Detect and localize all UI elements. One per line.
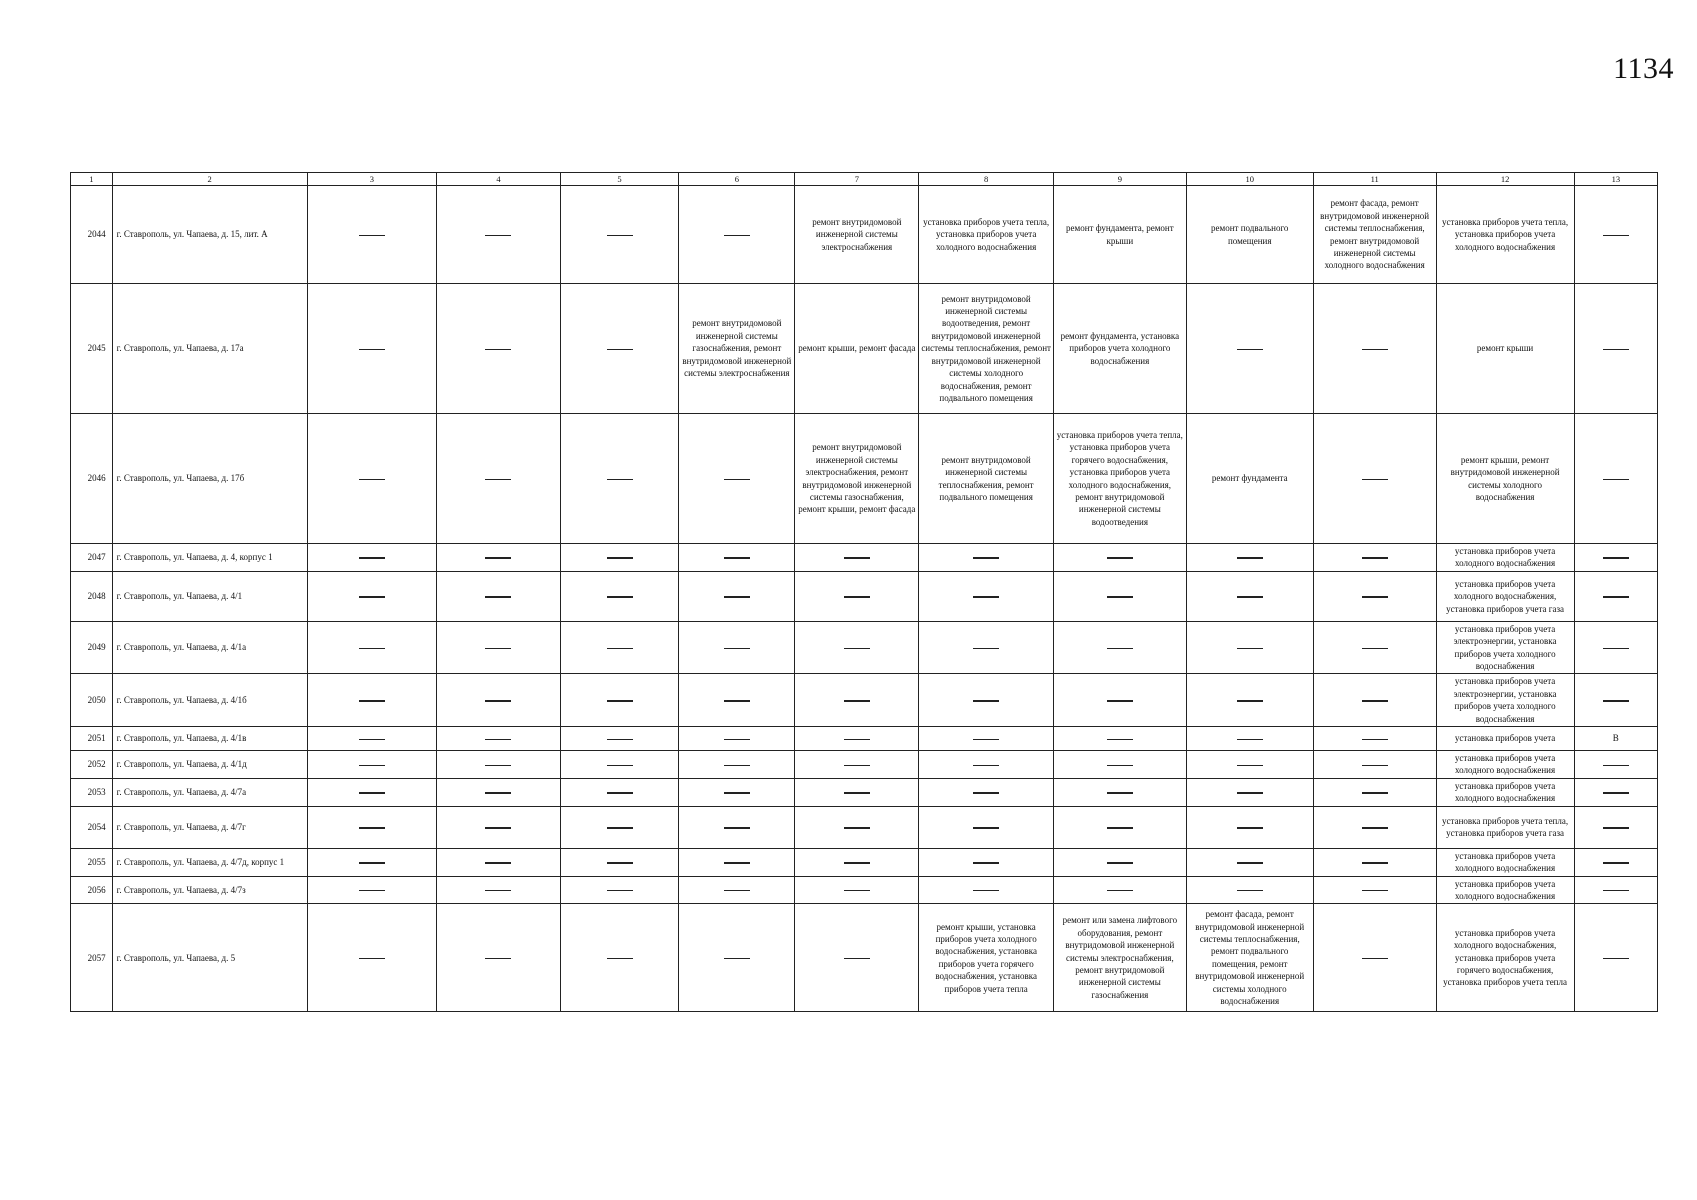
empty-dash-cell (679, 621, 795, 674)
empty-dash-cell (437, 414, 561, 544)
empty-dash-cell (1313, 284, 1436, 414)
empty-dash-cell (560, 544, 678, 572)
table-row (71, 414, 1658, 544)
empty-dash-cell (919, 571, 1054, 621)
empty-dash-cell (1574, 904, 1657, 1012)
row-number: 2044 (71, 186, 113, 284)
empty-dash-cell (1313, 727, 1436, 751)
column-number: 13 (1574, 173, 1657, 186)
empty-dash-cell (307, 876, 436, 904)
empty-dash-cell (560, 778, 678, 806)
work-type-cell: установка приборов учета холодного водоснабжения (1436, 848, 1574, 876)
empty-dash-cell (1574, 806, 1657, 848)
empty-dash-cell (1313, 806, 1436, 848)
work-type-cell: ремонт крыши, установка приборов учета холодного водоснабжения, установка приборов учета горячего водоснабжения, установка приборов учета тепла (919, 904, 1054, 1012)
empty-dash-cell (1054, 727, 1187, 751)
empty-dash-cell (307, 751, 436, 779)
empty-dash-cell (1186, 544, 1313, 572)
empty-dash-cell (919, 751, 1054, 779)
work-type-cell: ремонт фундамента, установка приборов учета холодного водоснабжения (1054, 284, 1187, 414)
column-number: 2 (112, 173, 307, 186)
column-number: 9 (1054, 173, 1187, 186)
column-number-row (71, 173, 1658, 186)
empty-dash-cell (679, 848, 795, 876)
empty-dash-cell (437, 544, 561, 572)
empty-dash-cell (307, 674, 436, 727)
table-row (71, 876, 1658, 904)
address-cell: г. Ставрополь, ул. Чапаева, д. 4/1б (112, 674, 307, 727)
empty-dash-cell (560, 621, 678, 674)
work-type-cell: ремонт крыши, ремонт внутридомовой инженерной системы холодного водоснабжения (1436, 414, 1574, 544)
row-number: 2052 (71, 751, 113, 779)
empty-dash-cell (307, 727, 436, 751)
empty-dash-cell (1574, 848, 1657, 876)
empty-dash-cell (679, 806, 795, 848)
empty-dash-cell (919, 621, 1054, 674)
empty-dash-cell (437, 284, 561, 414)
row-number: 2053 (71, 778, 113, 806)
empty-dash-cell (1313, 571, 1436, 621)
empty-dash-cell (795, 848, 919, 876)
row-number: 2047 (71, 544, 113, 572)
empty-dash-cell (307, 571, 436, 621)
empty-dash-cell (437, 751, 561, 779)
work-type-cell: ремонт или замена лифтового оборудования, ремонт внутридомовой инженерной системы электроснабжения, ремонт внутридомовой инженерной системы газоснабжения (1054, 904, 1187, 1012)
empty-dash-cell (919, 778, 1054, 806)
work-type-cell: ремонт внутридомовой инженерной системы теплоснабжения, ремонт подвального помещения (919, 414, 1054, 544)
empty-dash-cell (1186, 806, 1313, 848)
work-type-cell: установка приборов учета тепла, установка приборов учета газа (1436, 806, 1574, 848)
row-number: 2054 (71, 806, 113, 848)
address-cell: г. Ставрополь, ул. Чапаева, д. 4/1д (112, 751, 307, 779)
empty-dash-cell (437, 848, 561, 876)
empty-dash-cell (919, 727, 1054, 751)
work-type-cell: установка приборов учета электроэнергии, установка приборов учета холодного водоснабжения (1436, 674, 1574, 727)
empty-dash-cell (1313, 778, 1436, 806)
empty-dash-cell (560, 186, 678, 284)
empty-dash-cell (1186, 284, 1313, 414)
empty-dash-cell (795, 904, 919, 1012)
work-type-cell: ремонт внутридомовой инженерной системы водоотведения, ремонт внутридомовой инженерной системы теплоснабжения, ремонт внутридомовой инженерной системы холодного водоснабжения, ремонт подвального помещения (919, 284, 1054, 414)
empty-dash-cell (437, 186, 561, 284)
empty-dash-cell (679, 876, 795, 904)
empty-dash-cell (437, 778, 561, 806)
work-type-cell: ремонт фундамента, ремонт крыши (1054, 186, 1187, 284)
address-cell: г. Ставрополь, ул. Чапаева, д. 4/7д, корпус 1 (112, 848, 307, 876)
empty-dash-cell (437, 876, 561, 904)
empty-dash-cell (560, 806, 678, 848)
empty-dash-cell (679, 544, 795, 572)
address-cell: г. Ставрополь, ул. Чапаева, д. 15, лит. А (112, 186, 307, 284)
work-type-cell: установка приборов учета (1436, 727, 1574, 751)
empty-dash-cell (795, 778, 919, 806)
empty-dash-cell (437, 674, 561, 727)
empty-dash-cell (1574, 876, 1657, 904)
row-number: 2051 (71, 727, 113, 751)
address-cell: г. Ставрополь, ул. Чапаева, д. 5 (112, 904, 307, 1012)
table-row (71, 904, 1658, 1012)
empty-dash-cell (560, 751, 678, 779)
work-type-cell: ремонт крыши (1436, 284, 1574, 414)
work-type-cell: установка приборов учета холодного водоснабжения, установка приборов учета горячего водоснабжения, установка приборов учета тепла (1436, 904, 1574, 1012)
row-number: 2057 (71, 904, 113, 1012)
empty-dash-cell (1054, 848, 1187, 876)
work-type-cell: ремонт внутридомовой инженерной системы газоснабжения, ремонт внутридомовой инженерной системы электроснабжения (679, 284, 795, 414)
work-type-cell: ремонт внутридомовой инженерной системы электроснабжения (795, 186, 919, 284)
empty-dash-cell (1313, 414, 1436, 544)
empty-dash-cell (795, 571, 919, 621)
empty-dash-cell (560, 674, 678, 727)
empty-dash-cell (1313, 876, 1436, 904)
table-row (71, 778, 1658, 806)
work-type-cell: ремонт фасада, ремонт внутридомовой инженерной системы теплоснабжения, ремонт внутридомовой инженерной системы холодного водоснабжения (1313, 186, 1436, 284)
empty-dash-cell (1054, 778, 1187, 806)
empty-dash-cell (437, 904, 561, 1012)
empty-dash-cell (1313, 674, 1436, 727)
empty-dash-cell (1313, 621, 1436, 674)
empty-dash-cell (437, 727, 561, 751)
empty-dash-cell (795, 876, 919, 904)
empty-dash-cell (1186, 727, 1313, 751)
address-cell: г. Ставрополь, ул. Чапаева, д. 17б (112, 414, 307, 544)
empty-dash-cell (679, 904, 795, 1012)
work-type-cell: установка приборов учета тепла, установка приборов учета холодного водоснабжения (919, 186, 1054, 284)
empty-dash-cell (1574, 751, 1657, 779)
empty-dash-cell (795, 674, 919, 727)
row-number: 2049 (71, 621, 113, 674)
empty-dash-cell (679, 751, 795, 779)
empty-dash-cell (679, 674, 795, 727)
row-number: 2048 (71, 571, 113, 621)
row-number: 2055 (71, 848, 113, 876)
empty-dash-cell (1186, 571, 1313, 621)
table-row (71, 848, 1658, 876)
column-number: 10 (1186, 173, 1313, 186)
empty-dash-cell (560, 727, 678, 751)
empty-dash-cell (919, 876, 1054, 904)
empty-dash-cell (1186, 848, 1313, 876)
address-cell: г. Ставрополь, ул. Чапаева, д. 4/1в (112, 727, 307, 751)
column-number: 8 (919, 173, 1054, 186)
empty-dash-cell (1313, 544, 1436, 572)
empty-dash-cell (1574, 414, 1657, 544)
address-cell: г. Ставрополь, ул. Чапаева, д. 4, корпус 1 (112, 544, 307, 572)
empty-dash-cell (1574, 186, 1657, 284)
empty-dash-cell (307, 284, 436, 414)
empty-dash-cell (795, 751, 919, 779)
empty-dash-cell (919, 848, 1054, 876)
empty-dash-cell (307, 848, 436, 876)
empty-dash-cell (1574, 284, 1657, 414)
work-type-cell: установка приборов учета электроэнергии, установка приборов учета холодного водоснабжения (1436, 621, 1574, 674)
empty-dash-cell (1574, 544, 1657, 572)
empty-dash-cell (679, 778, 795, 806)
work-type-cell: установка приборов учета холодного водоснабжения, установка приборов учета газа (1436, 571, 1574, 621)
row-number: 2050 (71, 674, 113, 727)
empty-dash-cell (1313, 848, 1436, 876)
empty-dash-cell (437, 806, 561, 848)
column-number: 11 (1313, 173, 1436, 186)
work-type-cell: ремонт фасада, ремонт внутридомовой инженерной системы теплоснабжения, ремонт подвального помещения, ремонт внутридомовой инженерной системы холодного водоснабжения (1186, 904, 1313, 1012)
row-number: 2045 (71, 284, 113, 414)
empty-dash-cell (1574, 621, 1657, 674)
empty-dash-cell (1186, 674, 1313, 727)
empty-dash-cell (1574, 778, 1657, 806)
column-number: 1 (71, 173, 113, 186)
column-number: 6 (679, 173, 795, 186)
table-row (71, 186, 1658, 284)
empty-dash-cell (1054, 571, 1187, 621)
empty-dash-cell (307, 544, 436, 572)
address-cell: г. Ставрополь, ул. Чапаева, д. 17а (112, 284, 307, 414)
page-number: 1134 (1613, 52, 1674, 85)
work-type-cell: ремонт подвального помещения (1186, 186, 1313, 284)
table-row (71, 674, 1658, 727)
column-number: 12 (1436, 173, 1574, 186)
empty-dash-cell (307, 778, 436, 806)
column-number: 4 (437, 173, 561, 186)
address-cell: г. Ставрополь, ул. Чапаева, д. 4/7г (112, 806, 307, 848)
empty-dash-cell (1054, 544, 1187, 572)
table-row (71, 284, 1658, 414)
empty-dash-cell (679, 414, 795, 544)
empty-dash-cell (1054, 751, 1187, 779)
column-number: 7 (795, 173, 919, 186)
empty-dash-cell (795, 621, 919, 674)
empty-dash-cell (560, 876, 678, 904)
empty-dash-cell (919, 544, 1054, 572)
empty-dash-cell (919, 674, 1054, 727)
empty-dash-cell (437, 621, 561, 674)
table-row (71, 751, 1658, 779)
empty-dash-cell (1186, 778, 1313, 806)
empty-dash-cell (1186, 876, 1313, 904)
empty-dash-cell (560, 414, 678, 544)
empty-dash-cell (679, 186, 795, 284)
row-number: 2056 (71, 876, 113, 904)
empty-dash-cell (795, 544, 919, 572)
empty-dash-cell (1186, 751, 1313, 779)
empty-dash-cell (307, 621, 436, 674)
empty-dash-cell (307, 904, 436, 1012)
address-cell: г. Ставрополь, ул. Чапаева, д. 4/1 (112, 571, 307, 621)
column-number: 3 (307, 173, 436, 186)
empty-dash-cell (437, 571, 561, 621)
empty-dash-cell (307, 186, 436, 284)
work-type-cell: В (1574, 727, 1657, 751)
work-type-cell: ремонт внутридомовой инженерной системы электроснабжения, ремонт внутридомовой инженерной системы газоснабжения, ремонт крыши, ремонт фасада (795, 414, 919, 544)
table-row (71, 806, 1658, 848)
work-type-cell: ремонт фундамента (1186, 414, 1313, 544)
empty-dash-cell (1186, 621, 1313, 674)
empty-dash-cell (1313, 904, 1436, 1012)
empty-dash-cell (560, 284, 678, 414)
empty-dash-cell (679, 571, 795, 621)
work-type-cell: установка приборов учета холодного водоснабжения (1436, 751, 1574, 779)
column-number: 5 (560, 173, 678, 186)
empty-dash-cell (560, 904, 678, 1012)
empty-dash-cell (919, 806, 1054, 848)
empty-dash-cell (1054, 806, 1187, 848)
empty-dash-cell (1054, 876, 1187, 904)
empty-dash-cell (1313, 751, 1436, 779)
work-type-cell: установка приборов учета холодного водоснабжения (1436, 544, 1574, 572)
work-type-cell: установка приборов учета холодного водоснабжения (1436, 778, 1574, 806)
empty-dash-cell (1054, 674, 1187, 727)
address-cell: г. Ставрополь, ул. Чапаева, д. 4/1а (112, 621, 307, 674)
work-type-cell: установка приборов учета холодного водоснабжения (1436, 876, 1574, 904)
empty-dash-cell (1574, 571, 1657, 621)
repair-register-table (70, 172, 1658, 1012)
work-type-cell: установка приборов учета тепла, установка приборов учета холодного водоснабжения (1436, 186, 1574, 284)
empty-dash-cell (1054, 621, 1187, 674)
work-type-cell: установка приборов учета тепла, установка приборов учета горячего водоснабжения, установка приборов учета холодного водоснабжения, ремонт внутридомовой инженерной системы водоотведения (1054, 414, 1187, 544)
table-row (71, 544, 1658, 572)
address-cell: г. Ставрополь, ул. Чапаева, д. 4/7з (112, 876, 307, 904)
empty-dash-cell (795, 806, 919, 848)
empty-dash-cell (307, 414, 436, 544)
row-number: 2046 (71, 414, 113, 544)
empty-dash-cell (560, 848, 678, 876)
empty-dash-cell (1574, 674, 1657, 727)
empty-dash-cell (307, 806, 436, 848)
empty-dash-cell (795, 727, 919, 751)
table-row (71, 727, 1658, 751)
work-type-cell: ремонт крыши, ремонт фасада (795, 284, 919, 414)
empty-dash-cell (679, 727, 795, 751)
table-row (71, 621, 1658, 674)
table-row (71, 571, 1658, 621)
address-cell: г. Ставрополь, ул. Чапаева, д. 4/7а (112, 778, 307, 806)
empty-dash-cell (560, 571, 678, 621)
